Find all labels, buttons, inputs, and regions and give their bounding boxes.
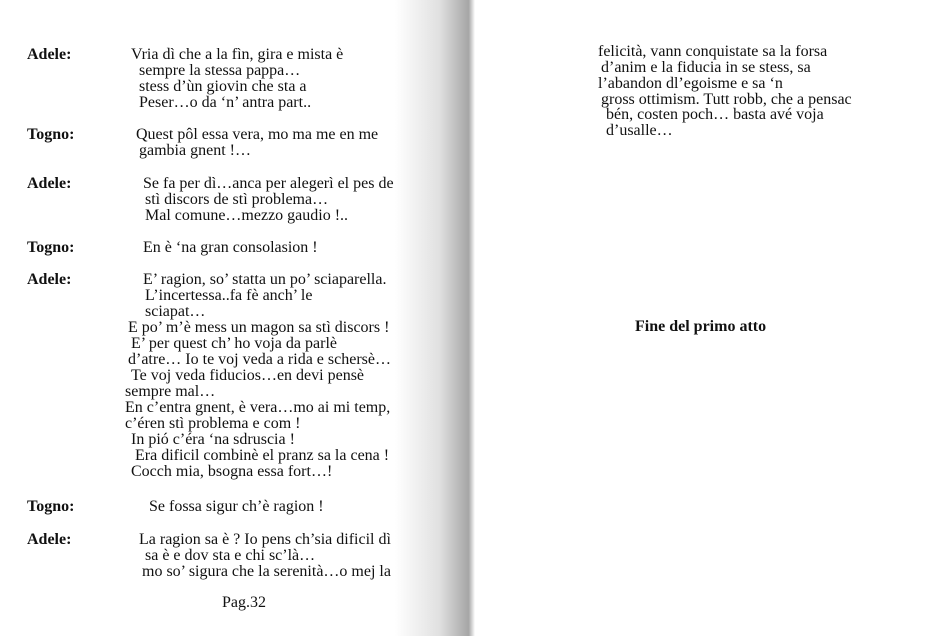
dialogue-line: d’atre… Io te voj veda a rida e schersè… [128,351,391,368]
speaker-name: Adele: [27,46,72,63]
dialogue-line: Quest pôl essa vera, mo ma me en me [136,126,379,143]
dialogue-line: La ragion sa è ? Io pens ch’sia dificil dì [139,531,391,548]
dialogue-line: gross ottimism. Tutt robb, che a pensac [601,91,852,108]
dialogue-line: sciapat… [145,303,206,320]
speaker-name: Togno: [27,239,75,256]
dialogue-line: Era dificil combinè el pranz sa la cena ! [135,447,390,464]
dialogue-line: d’anim e la fiducia in se stess, sa [601,59,811,76]
dialogue-line: stì discors de stì problema… [145,191,329,208]
dialogue-line: In pió c’éra ‘na sdruscia ! [131,431,295,448]
dialogue-line: Se fossa sigur ch’è ragion ! [149,498,324,515]
dialogue-line: sempre mal… [125,383,216,400]
dialogue-line: l’abandon dl’egoisme e sa ‘n [598,75,783,92]
dialogue-line: c’éren stì problema e com ! [125,415,301,432]
dialogue-line: Vria dì che a la fìn, gira e mista è [131,46,344,63]
dialogue-line: Peser…o da ‘n’ antra part.. [139,94,312,111]
dialogue-line: gambia gnent !… [139,142,251,159]
dialogue-line: Cocch mia, bsogna essa fort…! [131,463,333,480]
right-page [475,0,945,636]
page-number: Pag.32 [222,594,266,611]
dialogue-line: d’usalle… [606,122,673,139]
dialogue-line: Se fa per dì…anca per alegerì el pes de [143,175,394,192]
dialogue-line: sempre la stessa pappa… [139,62,301,79]
dialogue-line: Mal comune…mezzo gaudio !.. [145,207,349,224]
dialogue-line: felicità, vann conquistate sa la forsa [598,43,828,60]
dialogue-line: E’ ragion, so’ statta un po’ sciaparella. [143,271,387,288]
speaker-name: Adele: [27,271,72,288]
dialogue-line: En è ‘na gran consolasion ! [143,239,318,256]
dialogue-line: mo so’ sigura che la serenità…o mej la [142,563,391,580]
speaker-name: Adele: [27,531,72,548]
dialogue-line: bén, costen poch… basta avé voja [606,106,824,123]
speaker-name: Togno: [27,498,75,515]
dialogue-line: sa è e dov sta e chi sc’là… [145,547,316,564]
dialogue-line: stess d’ùn giovin che sta a [139,78,307,95]
dialogue-line: En c’entra gnent, è vera…mo ai mi temp, [125,399,391,416]
dialogue-line: E po’ m’è mess un magon sa stì discors ! [128,319,390,336]
speaker-name: Adele: [27,175,72,192]
speaker-name: Togno: [27,126,75,143]
dialogue-line: Te voj veda fiducios…en devi pensè [131,367,365,384]
end-of-act-heading: Fine del primo atto [635,318,767,335]
dialogue-line: L’incertessa..fa fè anch’ le [145,287,313,304]
dialogue-line: E’ per quest ch’ ho voja da parlè [131,335,337,352]
